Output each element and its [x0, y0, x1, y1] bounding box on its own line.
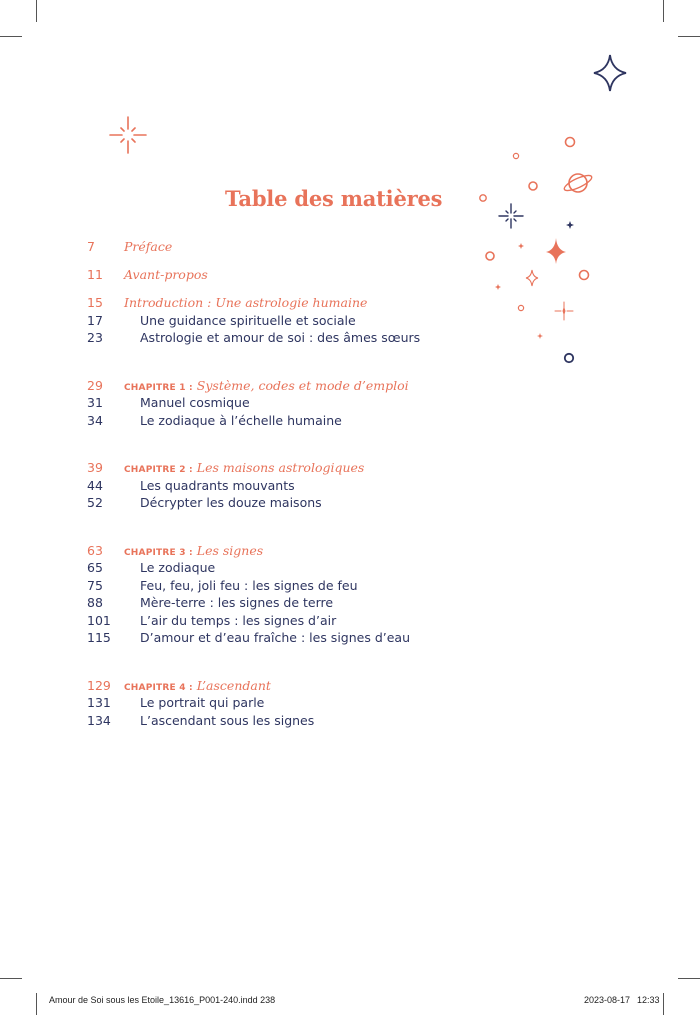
crop-mark: [678, 36, 700, 37]
table-of-contents: [87, 238, 587, 729]
crop-mark: [0, 36, 22, 37]
crop-mark: [36, 993, 37, 1015]
crop-mark: [0, 978, 22, 979]
page-number: 23: [87, 330, 103, 345]
page-number: 11: [87, 267, 103, 282]
sparkle-icon: [499, 204, 523, 228]
page-number: 115: [87, 630, 111, 645]
chapter-title: Les signes: [196, 542, 264, 558]
toc-entry-preface: [87, 238, 587, 256]
circle-icon: [529, 182, 537, 190]
toc-subentry: [87, 329, 587, 347]
toc-entry-introduction: [87, 294, 587, 312]
page-number: 52: [87, 495, 103, 510]
entry-title: Le zodiaque: [140, 560, 216, 575]
chapter-title: Les maisons astrologiques: [196, 460, 365, 475]
entry-title: Les quadrants mouvants: [140, 477, 295, 493]
page-number: 129: [87, 677, 111, 693]
page-number: 131: [87, 695, 111, 710]
page-number: 39: [87, 460, 103, 475]
four-point-star-icon: [594, 55, 626, 91]
toc-chapter-3: [87, 542, 587, 560]
entry-title: Mère-terre : les signes de terre: [140, 595, 334, 610]
page-number: 101: [87, 612, 111, 628]
toc-subentry: [87, 477, 587, 495]
circle-icon: [566, 138, 575, 147]
crop-mark: [663, 993, 664, 1015]
toc-chapter-1: [87, 377, 587, 395]
page-number: 31: [87, 395, 103, 410]
toc-entry-avant-propos: [87, 266, 587, 284]
chapter-title: Système, codes et mode d’emploi: [196, 377, 409, 393]
entry-title: D’amour et d’eau fraîche : les signes d’eau: [140, 630, 411, 645]
print-slug-date: 2023-08-17: [584, 995, 631, 1005]
toc-chapter-4: [87, 677, 587, 695]
toc-subentry: [87, 694, 587, 712]
entry-title: Le zodiaque à l’échelle humaine: [140, 412, 342, 428]
print-slug-time: 12:33: [637, 995, 660, 1005]
chapter-label: CHAPITRE 3 :: [124, 547, 193, 558]
toc-subentry: [87, 312, 587, 330]
entry-title: Décrypter les douze maisons: [140, 495, 322, 510]
crop-mark: [678, 978, 700, 979]
page-number: 134: [87, 712, 111, 728]
entry-title: L’ascendant sous les signes: [140, 712, 315, 728]
tiny-star-icon: [566, 221, 574, 229]
entry-title: Préface: [124, 239, 173, 254]
page-number: 29: [87, 377, 103, 393]
toc-subentry: [87, 412, 587, 430]
chapter-label: CHAPITRE 4 :: [124, 682, 193, 693]
toc-subentry: [87, 594, 587, 612]
chapter-label: CHAPITRE 2 :: [124, 465, 193, 475]
page-number: 65: [87, 560, 103, 575]
toc-subentry: [87, 577, 587, 595]
crop-mark: [36, 0, 37, 22]
entry-title: Astrologie et amour de soi : des âmes sœurs: [140, 330, 421, 345]
page-number: 17: [87, 312, 103, 328]
toc-chapter-2: [87, 459, 587, 477]
toc-subentry: [87, 612, 587, 630]
page-number: 15: [87, 295, 103, 310]
page-number: 63: [87, 542, 103, 558]
entry-title: Avant-propos: [124, 267, 208, 282]
page-title: Table des matières: [225, 186, 443, 211]
chapter-label: CHAPITRE 1 :: [124, 382, 193, 393]
print-slug-file: Amour de Soi sous les Etoile_13616_P001-240.indd 238: [49, 995, 276, 1005]
toc-subentry: [87, 712, 587, 730]
entry-title: Manuel cosmique: [140, 395, 250, 410]
chapter-title: L’ascendant: [196, 677, 271, 693]
planet-icon: [563, 173, 594, 194]
circle-icon: [480, 195, 486, 201]
toc-subentry: [87, 559, 587, 577]
page-number: 75: [87, 577, 103, 593]
entry-title: L’air du temps : les signes d’air: [140, 612, 337, 628]
entry-title: Une guidance spirituelle et sociale: [140, 312, 356, 328]
sparkle-burst-icon: [108, 115, 148, 155]
entry-title: Le portrait qui parle: [140, 695, 265, 710]
entry-title: Feu, feu, joli feu : les signes de feu: [140, 577, 358, 593]
page-number: 88: [87, 595, 103, 610]
page-number: 34: [87, 412, 103, 428]
page-number: 44: [87, 477, 103, 493]
toc-subentry: [87, 394, 587, 412]
page-number: 7: [87, 239, 95, 254]
small-circle-icon: [513, 153, 518, 158]
toc-subentry: [87, 494, 587, 512]
crop-mark: [663, 0, 664, 22]
toc-subentry: [87, 629, 587, 647]
entry-title: Introduction : Une astrologie humaine: [124, 295, 368, 310]
